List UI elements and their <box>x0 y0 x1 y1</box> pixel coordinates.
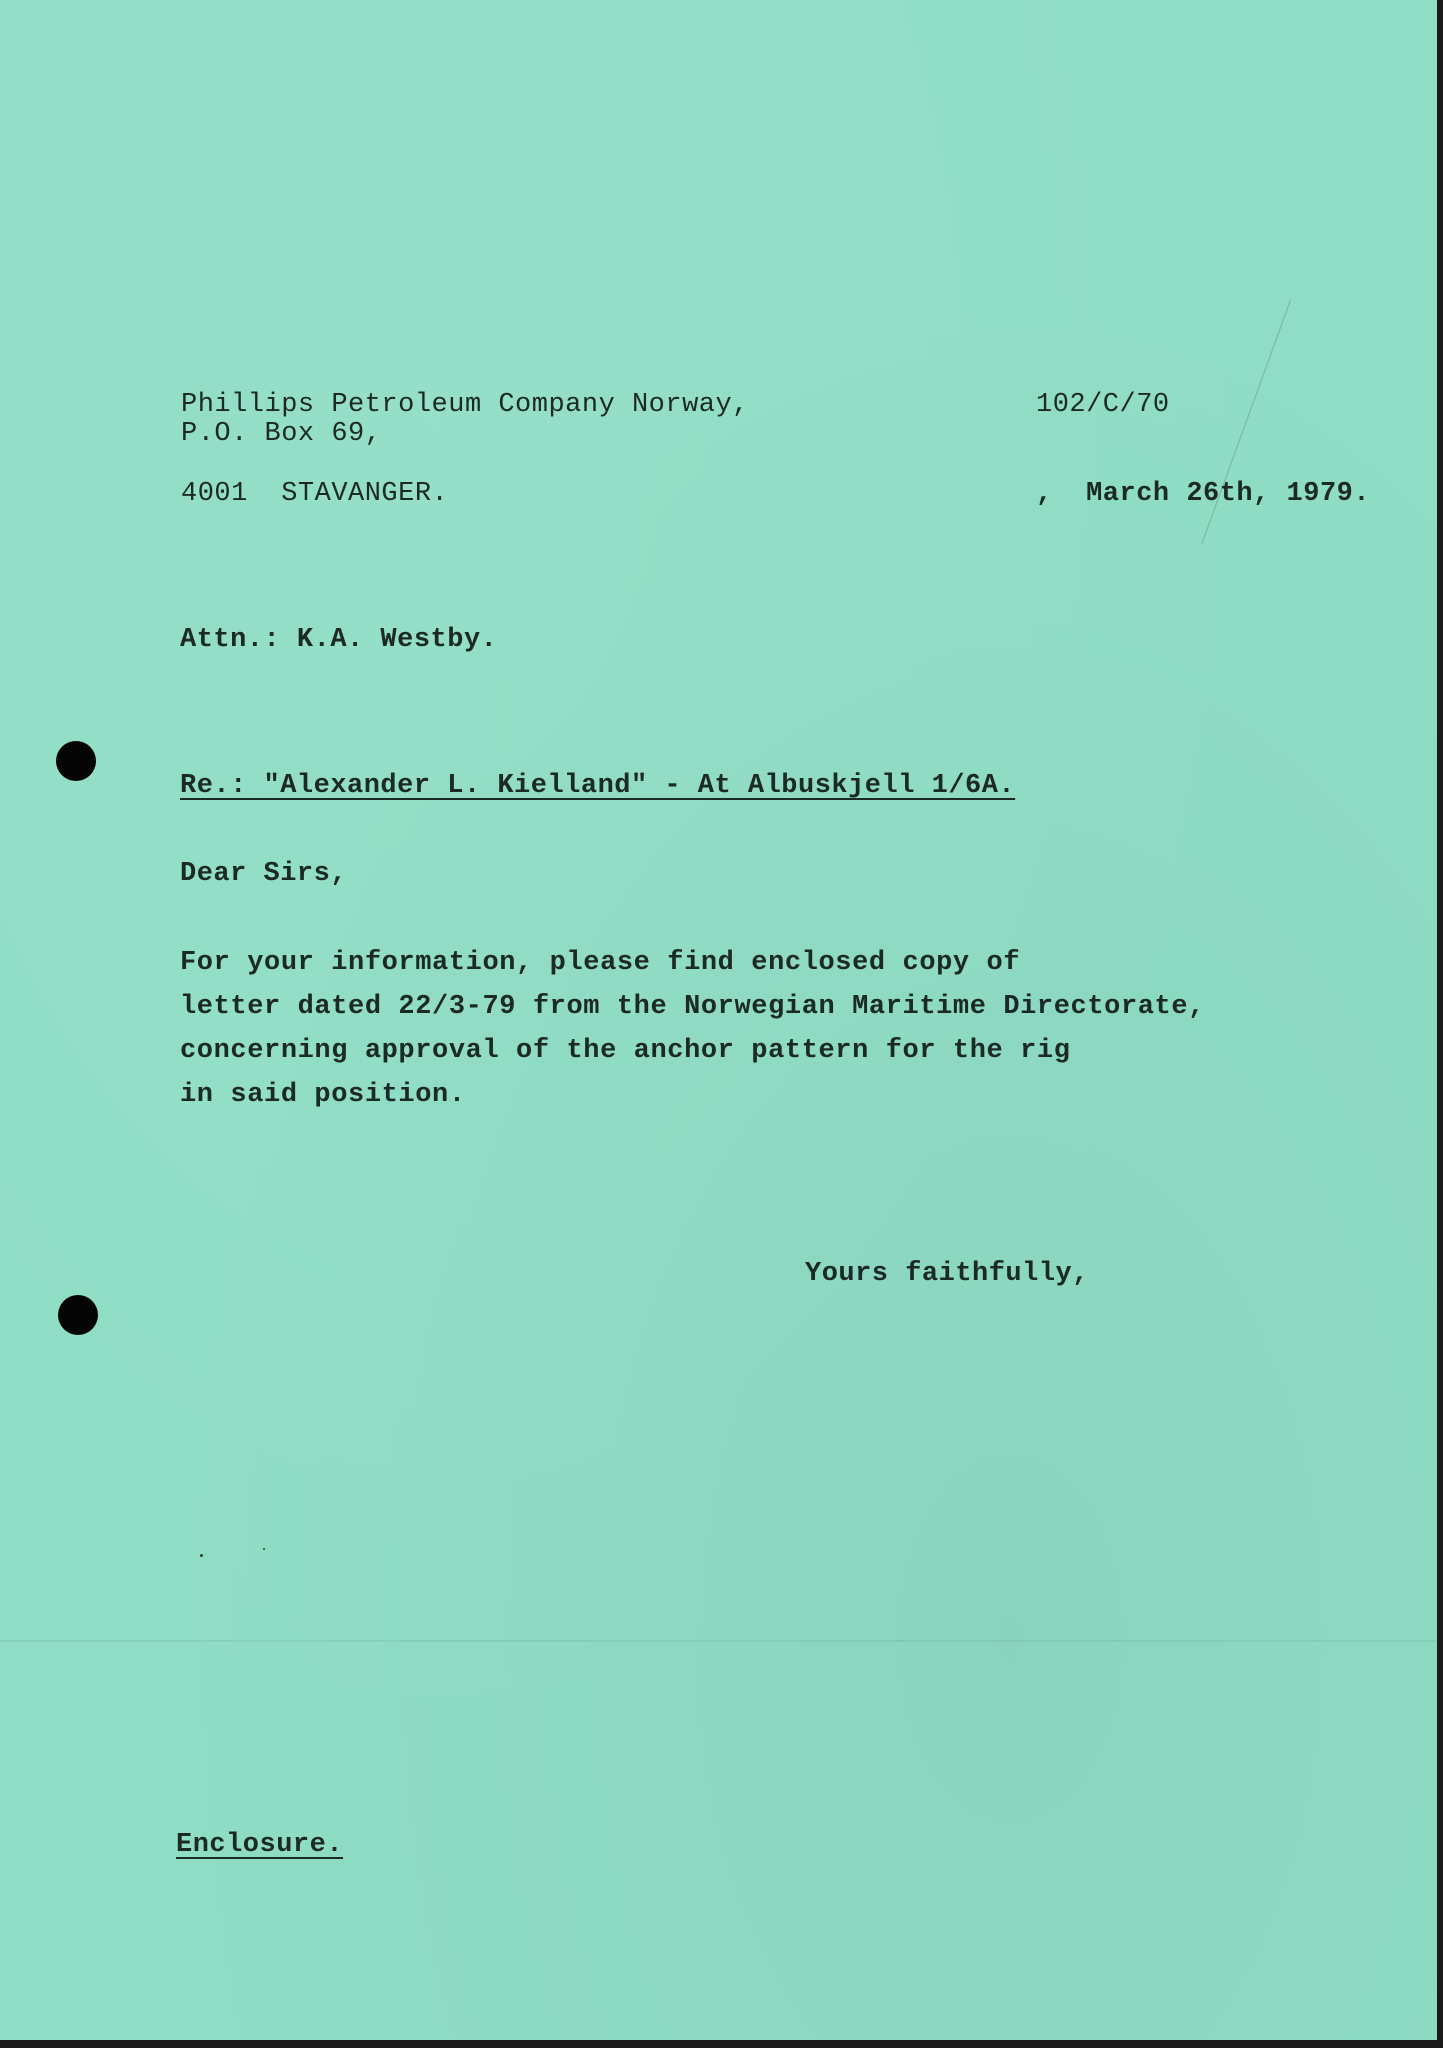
body-line-1: For your information, please find enclosed copy of <box>180 948 1021 978</box>
punch-hole-bottom <box>58 1295 98 1335</box>
closing: Yours faithfully, <box>805 1259 1089 1289</box>
stray-mark <box>263 1548 265 1550</box>
punch-hole-top <box>56 741 96 781</box>
letter-date: , March 26th, 1979. <box>1036 479 1371 509</box>
enclosure-note: Enclosure. <box>176 1830 344 1860</box>
attention-line: Attn.: K.A. Westby. <box>180 625 498 655</box>
subject-line: Re.: "Alexander L. Kielland" - At Albuskjell 1/6A. <box>180 771 1016 801</box>
recipient-po-box: P.O. Box 69, <box>181 419 382 449</box>
scan-edge-bottom <box>0 2040 1443 2048</box>
recipient-city: 4001 STAVANGER. <box>181 479 449 509</box>
recipient-company: Phillips Petroleum Company Norway, <box>181 390 749 420</box>
reference-number: 102/C/70 <box>1036 390 1170 420</box>
paper-fold-line <box>0 1640 1437 1642</box>
body-line-2: letter dated 22/3-79 from the Norwegian Maritime Directorate, <box>180 992 1205 1022</box>
body-line-4: in said position. <box>180 1080 466 1110</box>
scan-edge-right <box>1437 0 1443 2048</box>
stray-mark <box>200 1554 203 1557</box>
salutation: Dear Sirs, <box>180 859 348 889</box>
body-line-3: concerning approval of the anchor pattern for the rig <box>180 1036 1071 1066</box>
